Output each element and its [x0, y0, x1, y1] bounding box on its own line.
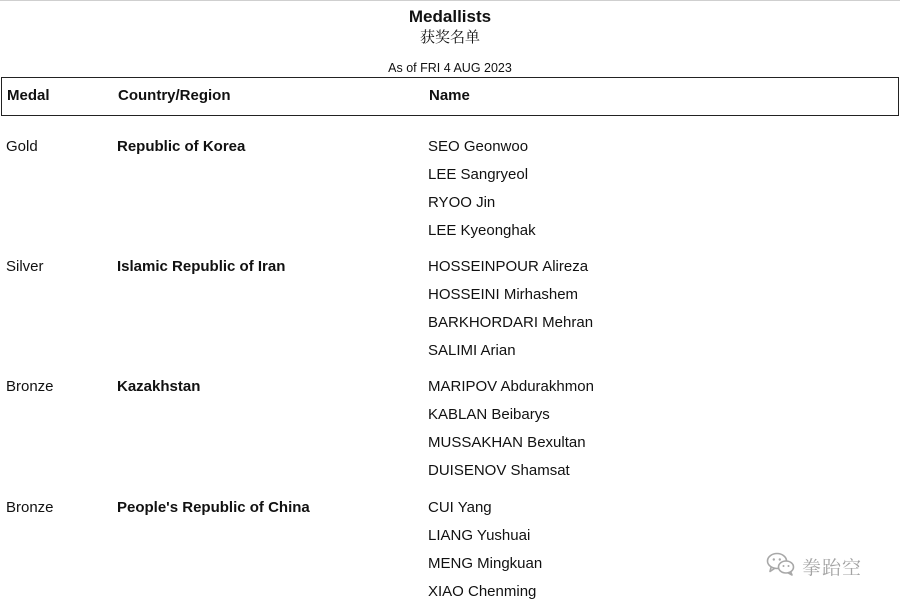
athlete-name: HOSSEINPOUR Alireza [428, 258, 589, 275]
country-cell: People's Republic of China [117, 499, 310, 516]
header-name: Name [429, 87, 470, 104]
athlete-name: SALIMI Arian [428, 342, 516, 359]
athlete-name: MUSSAKHAN Bexultan [428, 434, 586, 451]
top-rule [0, 0, 900, 1]
athlete-name: KABLAN Beibarys [428, 406, 550, 423]
athlete-name: SEO Geonwoo [428, 138, 529, 155]
header-country: Country/Region [118, 87, 231, 104]
medal-cell: Bronze [6, 499, 54, 516]
table-header [1, 77, 899, 116]
country-cell: Republic of Korea [117, 138, 246, 155]
country-cell: Kazakhstan [117, 378, 201, 395]
wechat-icon [766, 551, 796, 582]
as-of-date: As of FRI 4 AUG 2023 [388, 61, 512, 75]
watermark [766, 551, 862, 582]
watermark-text: 拳跆空 [802, 557, 863, 579]
document-title: Medallists [408, 7, 492, 26]
header-medal: Medal [7, 87, 50, 104]
athlete-name: MENG Mingkuan [428, 555, 543, 572]
document-subtitle: 获奖名单 [419, 28, 480, 46]
athlete-name: XIAO Chenming [428, 583, 537, 600]
athlete-name: MARIPOV Abdurakhmon [428, 378, 594, 395]
athlete-name: BARKHORDARI Mehran [428, 314, 594, 331]
medal-cell: Silver [6, 258, 44, 275]
medal-cell: Gold [6, 138, 38, 155]
medal-cell: Bronze [6, 378, 54, 395]
athlete-name: DUISENOV Shamsat [428, 462, 570, 479]
athlete-name: HOSSEINI Mirhashem [428, 286, 579, 303]
athlete-name: LEE Kyeonghak [428, 222, 536, 239]
athlete-name: CUI Yang [428, 499, 492, 516]
athlete-name: LEE Sangryeol [428, 166, 529, 183]
athlete-name: RYOO Jin [428, 194, 496, 211]
country-cell: Islamic Republic of Iran [117, 258, 286, 275]
athlete-name: LIANG Yushuai [428, 527, 531, 544]
